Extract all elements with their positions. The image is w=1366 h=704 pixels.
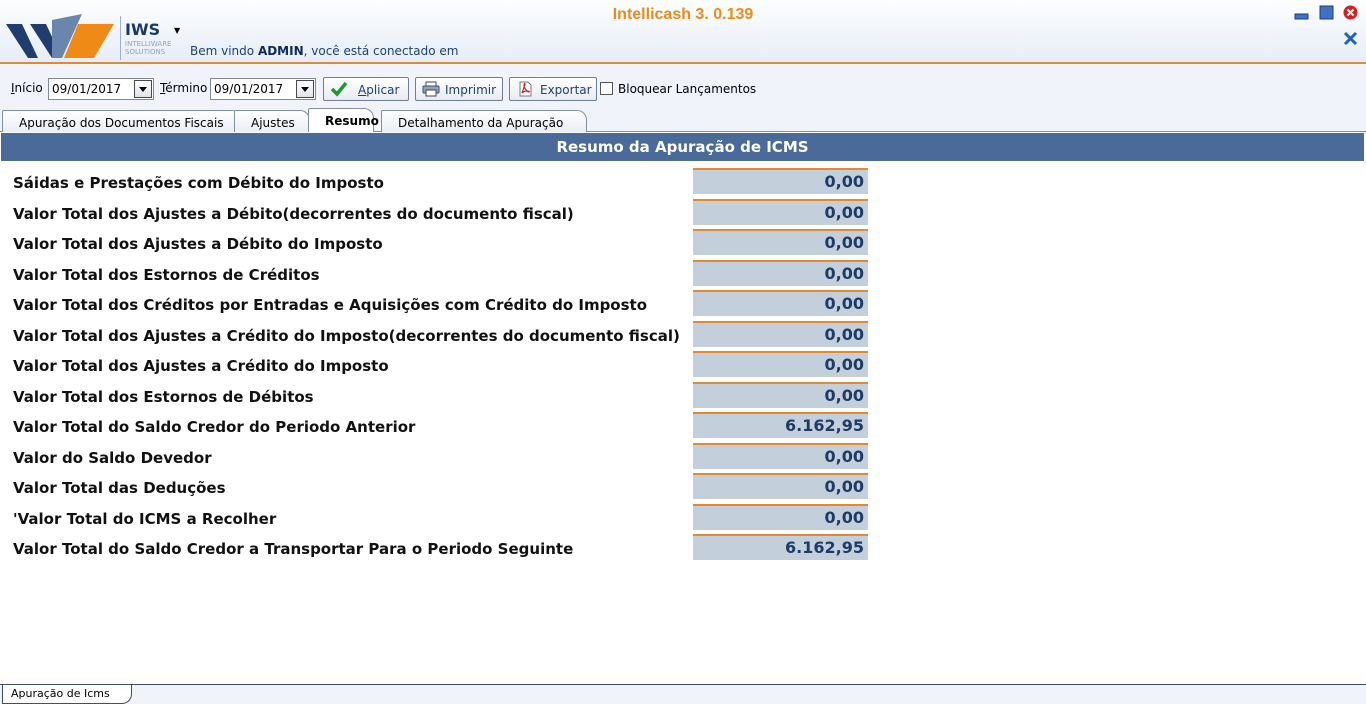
imprimir-button[interactable]: Imprimir (415, 77, 503, 101)
summary-row (0, 317, 1366, 347)
row-label: Valor Total das Deduções (13, 479, 226, 497)
checkmark-icon (330, 81, 348, 97)
section-title: Resumo da Apuração de ICMS (1, 133, 1364, 161)
bloquear-checkbox[interactable] (600, 82, 613, 95)
row-label: 'Valor Total do ICMS a Recolher (13, 509, 277, 528)
summary-row (0, 530, 1366, 560)
inicio-date-input[interactable]: 09/01/2017 (48, 78, 154, 100)
row-value: 0,00 (693, 260, 868, 286)
bloquear-label: Bloquear Lançamentos (618, 82, 757, 96)
summary-row (0, 225, 1366, 255)
close-tab-icon[interactable] (1343, 31, 1358, 46)
summary-row (0, 195, 1366, 225)
summary-row (0, 408, 1366, 438)
summary-row (0, 164, 1366, 194)
maximize-icon[interactable] (1319, 5, 1334, 20)
row-value: 0,00 (693, 321, 868, 347)
termino-date-input[interactable]: 09/01/2017 (210, 78, 316, 100)
bottom-tab-strip (0, 684, 1366, 704)
summary-row (0, 439, 1366, 469)
summary-row (0, 347, 1366, 377)
row-value: 0,00 (693, 290, 868, 316)
summary-row (0, 256, 1366, 286)
termino-label: Término (160, 81, 208, 95)
row-value: 0,00 (693, 168, 868, 194)
chevron-down-icon[interactable]: ▼ (174, 26, 181, 35)
app-title: Intellicash 3. 0.139 (612, 6, 754, 23)
tab-apuracao-documentos[interactable]: Apuração dos Documentos Fiscais (2, 110, 242, 132)
termino-dropdown-button[interactable] (296, 80, 314, 98)
minimize-icon[interactable] (1294, 5, 1309, 20)
row-value: 6.162,95 (693, 412, 868, 438)
row-label: Valor Total dos Estornos de Créditos (13, 265, 320, 284)
row-value: 0,00 (693, 473, 868, 499)
summary-row (0, 378, 1366, 408)
welcome-user: ADMIN (257, 44, 304, 58)
logo-divider (120, 16, 121, 60)
iws-logo-icon (4, 14, 120, 62)
printer-icon (422, 81, 440, 97)
row-value: 0,00 (693, 199, 868, 225)
tab-apuracao-icms[interactable]: Apuração de Icms (2, 685, 132, 704)
logo-subtitle: INTELLIWARE SOLUTIONS (125, 40, 172, 56)
row-label: Valor Total dos Ajustes a Débito do Imposto (13, 235, 383, 253)
row-value: 0,00 (693, 382, 868, 408)
row-value: 0,00 (693, 351, 868, 377)
row-label: Valor Total do Saldo Credor do Periodo Anterior (13, 418, 416, 436)
tab-ajustes[interactable]: Ajustes (234, 110, 310, 132)
row-value: 0,00 (693, 443, 868, 469)
row-label: Valor Total dos Ajustes a Crédito do Imposto (13, 357, 389, 375)
row-label: Valor Total do Saldo Credor a Transportar Para o Periodo Seguinte (13, 540, 574, 558)
summary-row (0, 469, 1366, 499)
row-label: Sáidas e Prestações com Débito do Imposto (13, 174, 384, 192)
welcome-message: Bem vindo ADMIN, você está conectado em (190, 44, 459, 58)
row-label: Valor Total dos Ajustes a Débito(decorrentes do documento fiscal) (13, 204, 574, 223)
summary-row (0, 286, 1366, 316)
row-label: Valor do Saldo Devedor (13, 448, 212, 467)
aplicar-button[interactable]: Aplicar (323, 77, 409, 101)
row-label: Valor Total dos Estornos de Débitos (13, 387, 314, 406)
exportar-button[interactable]: Exportar (509, 77, 597, 101)
row-label: Valor Total dos Ajustes a Crédito do Imposto(decorrentes do documento fiscal) (13, 326, 680, 345)
close-icon[interactable] (1343, 5, 1358, 20)
app-header (0, 0, 1366, 64)
tab-detalhamento[interactable]: Detalhamento da Apuração (381, 110, 587, 132)
row-value: 0,00 (693, 504, 868, 530)
summary-row (0, 500, 1366, 530)
tab-resumo[interactable]: Resumo (308, 108, 374, 132)
row-value: 6.162,95 (693, 534, 868, 560)
pdf-icon (516, 81, 534, 97)
row-label: Valor Total dos Créditos por Entradas e Aquisições com Crédito do Imposto (13, 296, 648, 314)
inicio-label: Início (11, 81, 43, 95)
tab-strip (0, 108, 1366, 132)
summary-panel (0, 132, 1366, 684)
logo-text: IWS (125, 20, 161, 39)
row-value: 0,00 (693, 229, 868, 255)
inicio-dropdown-button[interactable] (134, 80, 152, 98)
